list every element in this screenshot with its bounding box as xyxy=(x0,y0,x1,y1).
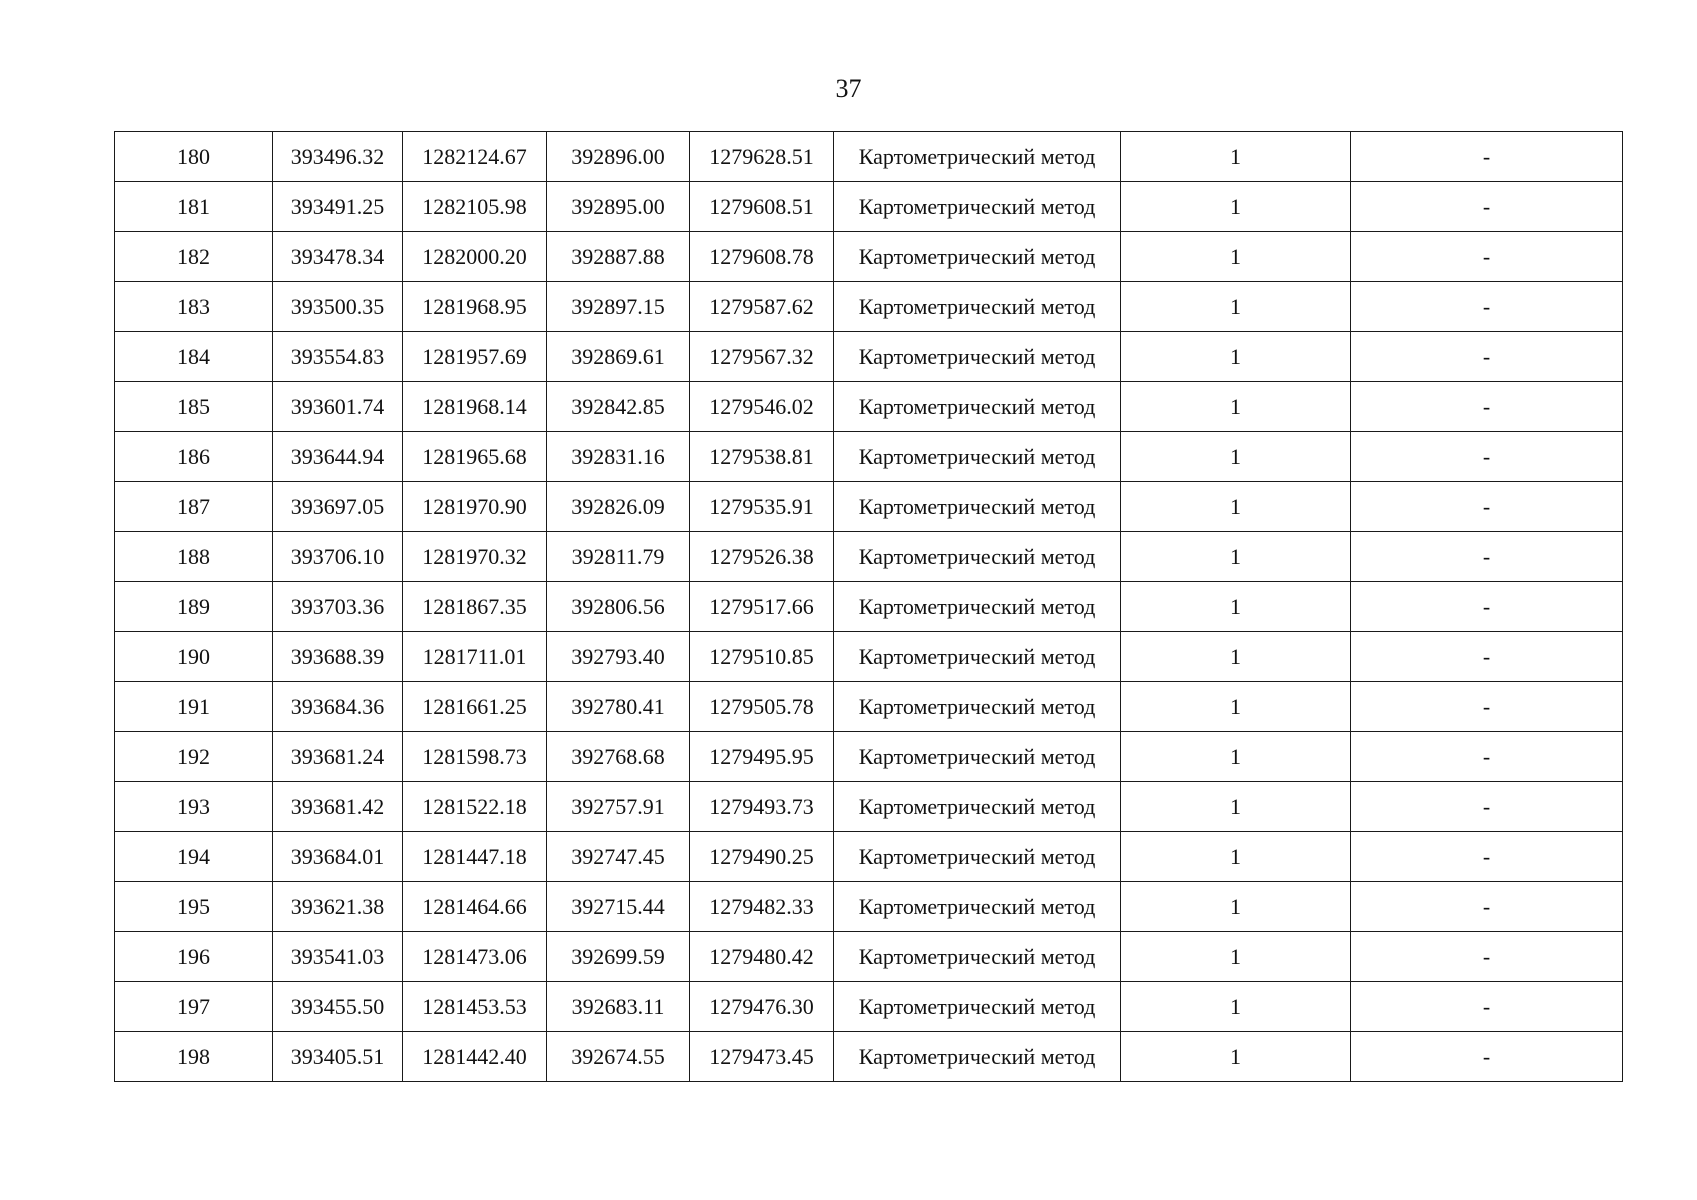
table-row xyxy=(115,432,1623,482)
cell-y-coordinate-2: 1279495.95 xyxy=(690,732,834,782)
cell-x-coordinate-2: 392747.45 xyxy=(547,832,690,882)
table-row xyxy=(115,532,1623,582)
cell-x-coordinate-2: 392895.00 xyxy=(547,182,690,232)
cell-x-coordinate-2: 392768.68 xyxy=(547,732,690,782)
coordinates-table xyxy=(114,131,1623,1082)
table-row xyxy=(115,332,1623,382)
cell-y-coordinate-1: 1281522.18 xyxy=(403,782,547,832)
table-row xyxy=(115,232,1623,282)
cell-accuracy: 1 xyxy=(1121,932,1351,982)
cell-accuracy: 1 xyxy=(1121,482,1351,532)
cell-x-coordinate-1: 393455.50 xyxy=(273,982,403,1032)
cell-method: Картометрический метод xyxy=(834,632,1121,682)
cell-accuracy: 1 xyxy=(1121,832,1351,882)
cell-y-coordinate-1: 1281867.35 xyxy=(403,582,547,632)
cell-y-coordinate-2: 1279482.33 xyxy=(690,882,834,932)
cell-x-coordinate-2: 392896.00 xyxy=(547,132,690,182)
cell-method: Картометрический метод xyxy=(834,232,1121,282)
cell-description: - xyxy=(1351,882,1623,932)
cell-accuracy: 1 xyxy=(1121,382,1351,432)
cell-point-number: 182 xyxy=(115,232,273,282)
cell-point-number: 186 xyxy=(115,432,273,482)
cell-y-coordinate-2: 1279480.42 xyxy=(690,932,834,982)
cell-accuracy: 1 xyxy=(1121,732,1351,782)
table-row xyxy=(115,582,1623,632)
cell-y-coordinate-1: 1282105.98 xyxy=(403,182,547,232)
cell-y-coordinate-2: 1279567.32 xyxy=(690,332,834,382)
cell-accuracy: 1 xyxy=(1121,582,1351,632)
cell-x-coordinate-2: 392793.40 xyxy=(547,632,690,682)
table-row xyxy=(115,482,1623,532)
cell-method: Картометрический метод xyxy=(834,132,1121,182)
cell-description: - xyxy=(1351,432,1623,482)
cell-accuracy: 1 xyxy=(1121,232,1351,282)
cell-x-coordinate-1: 393681.42 xyxy=(273,782,403,832)
cell-x-coordinate-1: 393554.83 xyxy=(273,332,403,382)
cell-y-coordinate-1: 1281661.25 xyxy=(403,682,547,732)
cell-y-coordinate-2: 1279476.30 xyxy=(690,982,834,1032)
cell-method: Картометрический метод xyxy=(834,382,1121,432)
cell-accuracy: 1 xyxy=(1121,532,1351,582)
table-row xyxy=(115,982,1623,1032)
cell-y-coordinate-1: 1282000.20 xyxy=(403,232,547,282)
cell-x-coordinate-2: 392842.85 xyxy=(547,382,690,432)
cell-point-number: 191 xyxy=(115,682,273,732)
cell-method: Картометрический метод xyxy=(834,1032,1121,1082)
cell-y-coordinate-2: 1279505.78 xyxy=(690,682,834,732)
cell-method: Картометрический метод xyxy=(834,832,1121,882)
cell-x-coordinate-1: 393496.32 xyxy=(273,132,403,182)
table-row xyxy=(115,1032,1623,1082)
cell-description: - xyxy=(1351,132,1623,182)
cell-method: Картометрический метод xyxy=(834,982,1121,1032)
cell-point-number: 190 xyxy=(115,632,273,682)
cell-x-coordinate-1: 393684.01 xyxy=(273,832,403,882)
cell-method: Картометрический метод xyxy=(834,432,1121,482)
cell-y-coordinate-1: 1281442.40 xyxy=(403,1032,547,1082)
cell-x-coordinate-2: 392887.88 xyxy=(547,232,690,282)
cell-description: - xyxy=(1351,582,1623,632)
cell-x-coordinate-1: 393644.94 xyxy=(273,432,403,482)
cell-point-number: 196 xyxy=(115,932,273,982)
cell-y-coordinate-2: 1279490.25 xyxy=(690,832,834,882)
cell-method: Картометрический метод xyxy=(834,482,1121,532)
cell-y-coordinate-1: 1281970.90 xyxy=(403,482,547,532)
table-row xyxy=(115,132,1623,182)
cell-x-coordinate-2: 392780.41 xyxy=(547,682,690,732)
cell-y-coordinate-1: 1281968.14 xyxy=(403,382,547,432)
cell-method: Картометрический метод xyxy=(834,682,1121,732)
cell-accuracy: 1 xyxy=(1121,632,1351,682)
cell-accuracy: 1 xyxy=(1121,132,1351,182)
cell-description: - xyxy=(1351,932,1623,982)
cell-x-coordinate-1: 393688.39 xyxy=(273,632,403,682)
cell-point-number: 194 xyxy=(115,832,273,882)
cell-accuracy: 1 xyxy=(1121,882,1351,932)
cell-description: - xyxy=(1351,682,1623,732)
cell-point-number: 185 xyxy=(115,382,273,432)
cell-accuracy: 1 xyxy=(1121,282,1351,332)
cell-x-coordinate-1: 393500.35 xyxy=(273,282,403,332)
table-row xyxy=(115,382,1623,432)
cell-point-number: 192 xyxy=(115,732,273,782)
cell-point-number: 187 xyxy=(115,482,273,532)
table-row xyxy=(115,832,1623,882)
cell-method: Картометрический метод xyxy=(834,582,1121,632)
cell-y-coordinate-1: 1281965.68 xyxy=(403,432,547,482)
cell-y-coordinate-2: 1279608.78 xyxy=(690,232,834,282)
cell-description: - xyxy=(1351,632,1623,682)
cell-y-coordinate-1: 1281968.95 xyxy=(403,282,547,332)
cell-x-coordinate-2: 392826.09 xyxy=(547,482,690,532)
cell-y-coordinate-1: 1281711.01 xyxy=(403,632,547,682)
table-row xyxy=(115,632,1623,682)
cell-accuracy: 1 xyxy=(1121,982,1351,1032)
cell-description: - xyxy=(1351,832,1623,882)
cell-point-number: 195 xyxy=(115,882,273,932)
cell-y-coordinate-2: 1279526.38 xyxy=(690,532,834,582)
cell-x-coordinate-1: 393541.03 xyxy=(273,932,403,982)
cell-x-coordinate-1: 393491.25 xyxy=(273,182,403,232)
cell-description: - xyxy=(1351,732,1623,782)
cell-y-coordinate-1: 1281447.18 xyxy=(403,832,547,882)
cell-point-number: 180 xyxy=(115,132,273,182)
cell-x-coordinate-1: 393478.34 xyxy=(273,232,403,282)
cell-method: Картометрический метод xyxy=(834,932,1121,982)
cell-x-coordinate-1: 393706.10 xyxy=(273,532,403,582)
cell-accuracy: 1 xyxy=(1121,682,1351,732)
table-row xyxy=(115,882,1623,932)
table-body xyxy=(115,132,1623,1082)
cell-y-coordinate-2: 1279510.85 xyxy=(690,632,834,682)
cell-y-coordinate-2: 1279587.62 xyxy=(690,282,834,332)
cell-accuracy: 1 xyxy=(1121,432,1351,482)
cell-x-coordinate-2: 392806.56 xyxy=(547,582,690,632)
cell-x-coordinate-2: 392831.16 xyxy=(547,432,690,482)
table-row xyxy=(115,282,1623,332)
cell-accuracy: 1 xyxy=(1121,1032,1351,1082)
cell-method: Картометрический метод xyxy=(834,532,1121,582)
cell-method: Картометрический метод xyxy=(834,332,1121,382)
cell-method: Картометрический метод xyxy=(834,882,1121,932)
table-row xyxy=(115,732,1623,782)
cell-point-number: 188 xyxy=(115,532,273,582)
cell-x-coordinate-2: 392674.55 xyxy=(547,1032,690,1082)
page-number: 37 xyxy=(835,74,862,103)
cell-x-coordinate-1: 393681.24 xyxy=(273,732,403,782)
cell-description: - xyxy=(1351,332,1623,382)
cell-accuracy: 1 xyxy=(1121,182,1351,232)
cell-y-coordinate-1: 1281473.06 xyxy=(403,932,547,982)
cell-x-coordinate-2: 392715.44 xyxy=(547,882,690,932)
cell-description: - xyxy=(1351,182,1623,232)
cell-x-coordinate-1: 393621.38 xyxy=(273,882,403,932)
cell-x-coordinate-1: 393697.05 xyxy=(273,482,403,532)
cell-method: Картометрический метод xyxy=(834,732,1121,782)
cell-description: - xyxy=(1351,1032,1623,1082)
cell-point-number: 197 xyxy=(115,982,273,1032)
cell-y-coordinate-2: 1279538.81 xyxy=(690,432,834,482)
cell-y-coordinate-1: 1282124.67 xyxy=(403,132,547,182)
cell-x-coordinate-2: 392683.11 xyxy=(547,982,690,1032)
cell-point-number: 183 xyxy=(115,282,273,332)
cell-description: - xyxy=(1351,282,1623,332)
cell-y-coordinate-1: 1281464.66 xyxy=(403,882,547,932)
cell-x-coordinate-2: 392897.15 xyxy=(547,282,690,332)
table-row xyxy=(115,782,1623,832)
cell-x-coordinate-2: 392869.61 xyxy=(547,332,690,382)
cell-y-coordinate-1: 1281598.73 xyxy=(403,732,547,782)
cell-x-coordinate-2: 392699.59 xyxy=(547,932,690,982)
table-row xyxy=(115,182,1623,232)
cell-y-coordinate-2: 1279608.51 xyxy=(690,182,834,232)
cell-x-coordinate-2: 392811.79 xyxy=(547,532,690,582)
cell-description: - xyxy=(1351,482,1623,532)
cell-point-number: 184 xyxy=(115,332,273,382)
cell-description: - xyxy=(1351,782,1623,832)
cell-x-coordinate-1: 393405.51 xyxy=(273,1032,403,1082)
cell-y-coordinate-2: 1279535.91 xyxy=(690,482,834,532)
cell-y-coordinate-2: 1279517.66 xyxy=(690,582,834,632)
cell-description: - xyxy=(1351,532,1623,582)
cell-description: - xyxy=(1351,382,1623,432)
cell-method: Картометрический метод xyxy=(834,182,1121,232)
cell-x-coordinate-1: 393703.36 xyxy=(273,582,403,632)
cell-description: - xyxy=(1351,232,1623,282)
cell-y-coordinate-2: 1279546.02 xyxy=(690,382,834,432)
cell-x-coordinate-2: 392757.91 xyxy=(547,782,690,832)
cell-method: Картометрический метод xyxy=(834,282,1121,332)
cell-point-number: 198 xyxy=(115,1032,273,1082)
cell-point-number: 189 xyxy=(115,582,273,632)
cell-method: Картометрический метод xyxy=(834,782,1121,832)
cell-point-number: 193 xyxy=(115,782,273,832)
table-row xyxy=(115,932,1623,982)
cell-y-coordinate-1: 1281453.53 xyxy=(403,982,547,1032)
cell-description: - xyxy=(1351,982,1623,1032)
cell-y-coordinate-2: 1279628.51 xyxy=(690,132,834,182)
cell-x-coordinate-1: 393601.74 xyxy=(273,382,403,432)
cell-y-coordinate-1: 1281957.69 xyxy=(403,332,547,382)
cell-x-coordinate-1: 393684.36 xyxy=(273,682,403,732)
table-row xyxy=(115,682,1623,732)
cell-y-coordinate-2: 1279493.73 xyxy=(690,782,834,832)
cell-accuracy: 1 xyxy=(1121,332,1351,382)
cell-y-coordinate-2: 1279473.45 xyxy=(690,1032,834,1082)
cell-accuracy: 1 xyxy=(1121,782,1351,832)
cell-y-coordinate-1: 1281970.32 xyxy=(403,532,547,582)
cell-point-number: 181 xyxy=(115,182,273,232)
